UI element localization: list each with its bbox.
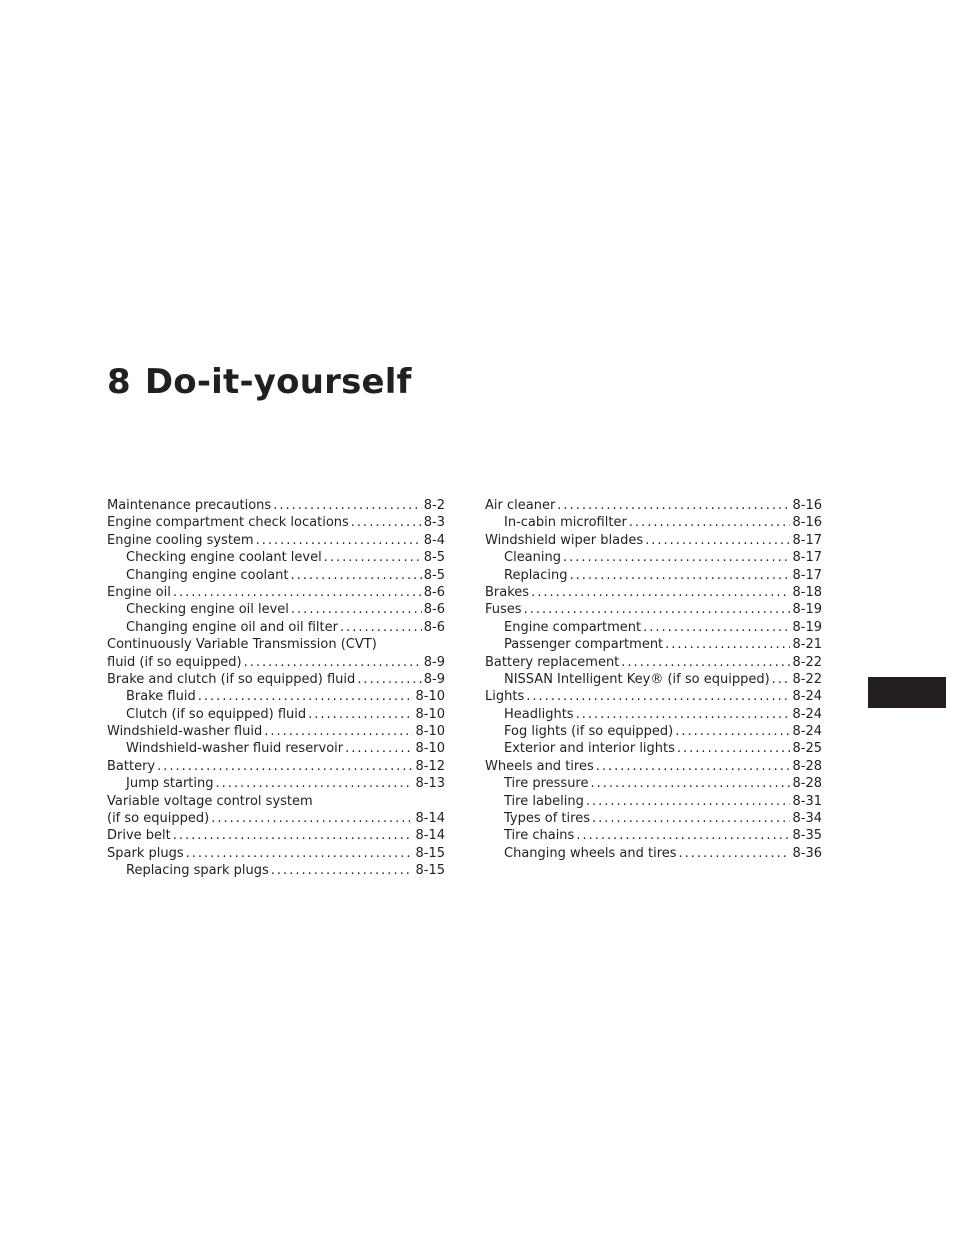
toc-entry[interactable] <box>107 740 445 757</box>
toc-entry-label: Continuously Variable Transmission (CVT) <box>107 637 377 653</box>
toc-entry-label: Battery replacement <box>485 654 620 670</box>
toc-entry[interactable] <box>485 619 822 636</box>
toc-entry-page: 8-24 <box>792 706 822 722</box>
toc-entry[interactable] <box>485 688 822 705</box>
toc-leader-dots <box>173 584 422 601</box>
toc-leader-dots <box>526 688 790 705</box>
toc-entry-label: Battery <box>107 758 156 774</box>
toc-leader-dots <box>345 740 413 757</box>
toc-entry-page: 8-9 <box>423 671 445 687</box>
toc-entry[interactable] <box>107 549 445 566</box>
toc-entry[interactable] <box>107 654 445 671</box>
toc-leader-dots <box>629 514 791 531</box>
toc-entry-label: Changing engine oil and oil filter <box>126 619 338 635</box>
toc-leader-dots <box>256 532 422 549</box>
toc-entry-page: 8-35 <box>792 828 822 844</box>
toc-entry-page: 8-6 <box>423 584 445 600</box>
toc-entry[interactable] <box>485 497 822 514</box>
toc-leader-dots <box>357 671 422 688</box>
toc-leader-dots <box>576 706 791 723</box>
toc-entry-label: Windshield-washer fluid reservoir <box>126 741 344 757</box>
toc-entry[interactable] <box>107 567 445 584</box>
toc-entry[interactable] <box>485 514 822 531</box>
toc-entry[interactable] <box>107 671 445 688</box>
toc-entry-label: Fuses <box>485 602 522 618</box>
toc-entry-label: Windshield wiper blades <box>485 532 644 548</box>
toc-entry-label: Replacing <box>504 567 568 583</box>
toc-leader-dots <box>563 549 790 566</box>
toc-entry[interactable] <box>107 497 445 514</box>
toc-entry-label: Engine cooling system <box>107 532 254 548</box>
toc-leader-dots <box>340 619 422 636</box>
toc-entry-page: 8-10 <box>415 724 445 740</box>
toc-leader-dots <box>198 688 414 705</box>
toc-entry-label: Fog lights (if so equipped) <box>504 724 674 740</box>
toc-entry-label: Replacing spark plugs <box>126 863 269 879</box>
toc-entry-label: Drive belt <box>107 828 171 844</box>
toc-leader-dots <box>271 862 414 879</box>
toc-entry-label: Engine oil <box>107 584 171 600</box>
toc-entry[interactable] <box>107 636 445 653</box>
toc-entry-page: 8-14 <box>415 811 445 827</box>
toc-leader-dots <box>524 601 791 618</box>
toc-entry[interactable] <box>485 758 822 775</box>
toc-leader-dots <box>324 549 422 566</box>
toc-column-right <box>485 497 822 862</box>
toc-entry[interactable] <box>485 567 822 584</box>
toc-entry-label: Changing engine coolant <box>126 567 289 583</box>
toc-entry-label: Checking engine oil level <box>126 602 289 618</box>
toc-entry-page: 8-36 <box>792 845 822 861</box>
toc-entry[interactable] <box>485 810 822 827</box>
toc-leader-dots <box>173 827 414 844</box>
toc-entry[interactable] <box>107 845 445 862</box>
toc-leader-dots <box>665 636 790 653</box>
toc-entry-label: (if so equipped) <box>107 811 210 827</box>
toc-entry-page: 8-6 <box>423 619 445 635</box>
toc-leader-dots <box>264 723 413 740</box>
toc-entry[interactable] <box>485 636 822 653</box>
toc-entry-page: 8-13 <box>415 776 445 792</box>
toc-leader-dots <box>621 654 790 671</box>
toc-entry[interactable] <box>107 775 445 792</box>
toc-entry-page: 8-25 <box>792 741 822 757</box>
toc-entry-page: 8-17 <box>792 567 822 583</box>
toc-entry-page: 8-10 <box>415 706 445 722</box>
toc-entry-page: 8-21 <box>792 637 822 653</box>
toc-leader-dots <box>531 584 790 601</box>
toc-entry-label: Brake fluid <box>126 689 196 705</box>
toc-entry-page: 8-31 <box>792 793 822 809</box>
toc-entry-page: 8-16 <box>792 515 822 531</box>
toc-entry-page: 8-9 <box>423 654 445 670</box>
toc-leader-dots <box>291 601 422 618</box>
toc-entry-label: fluid (if so equipped) <box>107 654 242 670</box>
toc-entry-label: Checking engine coolant level <box>126 550 322 566</box>
toc-entry[interactable] <box>485 706 822 723</box>
toc-leader-dots <box>557 497 790 514</box>
toc-entry-page: 8-22 <box>792 654 822 670</box>
toc-entry[interactable] <box>107 514 445 531</box>
toc-entry-label: NISSAN Intelligent Key® (if so equipped) <box>504 671 770 687</box>
toc-entry-page: 8-12 <box>415 758 445 774</box>
toc-entry-label: Clutch (if so equipped) fluid <box>126 706 307 722</box>
toc-entry[interactable] <box>107 619 445 636</box>
toc-entry-label: Jump starting <box>126 776 214 792</box>
toc-entry[interactable] <box>107 793 445 810</box>
toc-entry-label: Passenger compartment <box>504 637 664 653</box>
toc-entry[interactable] <box>107 584 445 601</box>
toc-entry[interactable] <box>485 740 822 757</box>
toc-entry-label: Variable voltage control system <box>107 793 313 809</box>
toc-entry-label: Tire labeling <box>504 793 584 809</box>
toc-entry-label: Engine compartment check locations <box>107 515 349 531</box>
toc-entry-label: Tire chains <box>504 828 575 844</box>
toc-leader-dots <box>273 497 422 514</box>
toc-leader-dots <box>290 567 421 584</box>
toc-entry-label: Air cleaner <box>485 498 556 513</box>
chapter-number: 8 <box>107 362 131 402</box>
toc-leader-dots <box>351 514 422 531</box>
toc-entry-label: In-cabin microfilter <box>504 515 627 531</box>
toc-entry[interactable] <box>107 601 445 618</box>
toc-entry-page: 8-17 <box>792 550 822 566</box>
toc-entry[interactable] <box>485 775 822 792</box>
toc-entry[interactable] <box>485 654 822 671</box>
toc-entry-page: 8-28 <box>792 758 822 774</box>
chapter-thumb-tab <box>868 677 946 708</box>
toc-entry[interactable] <box>485 827 822 844</box>
toc-leader-dots <box>643 619 790 636</box>
toc-entry-page: 8-34 <box>792 811 822 827</box>
toc-entry-label: Headlights <box>504 706 574 722</box>
toc-entry[interactable] <box>107 810 445 827</box>
toc-leader-dots <box>645 532 790 549</box>
toc-entry-label: Tire pressure <box>504 776 589 792</box>
toc-leader-dots <box>216 775 414 792</box>
toc-entry[interactable] <box>485 584 822 601</box>
toc-entry-label: Windshield-washer fluid <box>107 724 263 740</box>
toc-entry-page: 8-22 <box>792 671 822 687</box>
toc-leader-dots <box>211 810 413 827</box>
toc-leader-dots <box>679 845 791 862</box>
toc-leader-dots <box>772 671 791 688</box>
chapter-title <box>107 357 412 407</box>
toc-entry-page: 8-24 <box>792 724 822 740</box>
toc-leader-dots <box>186 845 414 862</box>
toc-entry-page: 8-3 <box>423 515 445 531</box>
toc-entry-page: 8-14 <box>415 828 445 844</box>
toc-entry[interactable] <box>485 793 822 810</box>
toc-leader-dots <box>576 827 790 844</box>
toc-entry-page: 8-2 <box>423 498 445 513</box>
toc-entry-label: Brake and clutch (if so equipped) fluid <box>107 671 356 687</box>
toc-entry-label: Changing wheels and tires <box>504 845 677 861</box>
toc-leader-dots <box>677 740 791 757</box>
toc-entry-label: Exterior and interior lights <box>504 741 675 757</box>
toc-entry[interactable] <box>107 532 445 549</box>
toc-entry[interactable] <box>485 549 822 566</box>
toc-entry-page: 8-16 <box>792 498 822 513</box>
toc-entry[interactable] <box>485 671 822 688</box>
toc-entry-label: Maintenance precautions <box>107 498 272 513</box>
toc-leader-dots <box>591 775 791 792</box>
toc-leader-dots <box>570 567 791 584</box>
toc-entry[interactable] <box>107 688 445 705</box>
toc-entry-label: Lights <box>485 689 525 705</box>
toc-entry-page: 8-5 <box>423 550 445 566</box>
toc-entry[interactable] <box>485 601 822 618</box>
toc-entry-page: 8-5 <box>423 567 445 583</box>
toc-entry[interactable] <box>107 827 445 844</box>
toc-entry-page: 8-10 <box>415 741 445 757</box>
toc-entry-page: 8-19 <box>792 602 822 618</box>
toc-entry-page: 8-28 <box>792 776 822 792</box>
chapter-name: Do-it-yourself <box>144 362 412 402</box>
toc-entry[interactable] <box>107 723 445 740</box>
toc-entry[interactable] <box>485 723 822 740</box>
toc-entry-page: 8-19 <box>792 619 822 635</box>
toc-entry-page: 8-10 <box>415 689 445 705</box>
toc-entry-page: 8-6 <box>423 602 445 618</box>
toc-leader-dots <box>157 758 413 775</box>
toc-entry-label: Types of tires <box>504 811 590 827</box>
toc-leader-dots <box>244 654 422 671</box>
toc-entry-label: Wheels and tires <box>485 758 594 774</box>
toc-entry-label: Spark plugs <box>107 845 184 861</box>
toc-leader-dots <box>308 706 413 723</box>
toc-leader-dots <box>675 723 790 740</box>
toc-entry[interactable] <box>485 845 822 862</box>
toc-entry-page: 8-24 <box>792 689 822 705</box>
toc-entry[interactable] <box>107 862 445 879</box>
toc-entry-label: Cleaning <box>504 550 561 566</box>
toc-entry-page: 8-4 <box>423 532 445 548</box>
toc-entry-label: Engine compartment <box>504 619 642 635</box>
toc-entry-page: 8-17 <box>792 532 822 548</box>
toc-entry[interactable] <box>107 758 445 775</box>
toc-entry-page: 8-18 <box>792 584 822 600</box>
toc-entry[interactable] <box>107 706 445 723</box>
toc-entry[interactable] <box>485 532 822 549</box>
toc-leader-dots <box>586 793 791 810</box>
toc-column-left <box>107 497 445 880</box>
toc-leader-dots <box>592 810 791 827</box>
toc-entry-label: Brakes <box>485 584 530 600</box>
toc-leader-dots <box>596 758 791 775</box>
toc-entry-page: 8-15 <box>415 863 445 879</box>
toc-entry-page: 8-15 <box>415 845 445 861</box>
